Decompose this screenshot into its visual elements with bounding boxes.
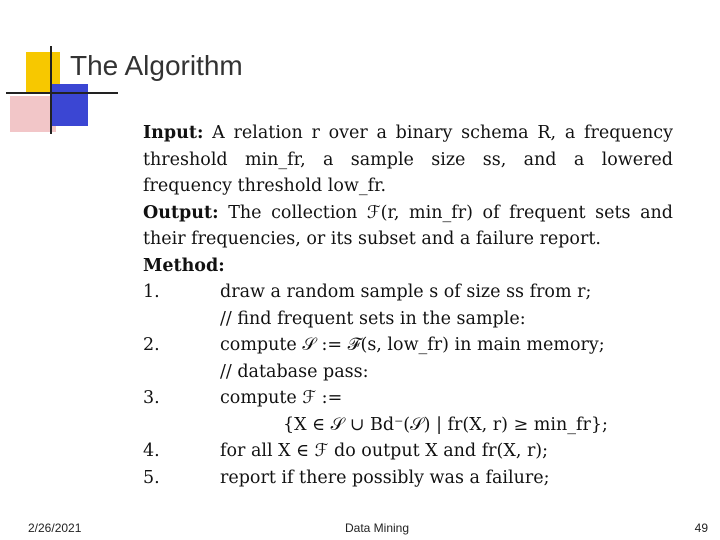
step-5 — [143, 465, 673, 492]
step-number: 5. — [143, 467, 160, 488]
step-3 — [143, 385, 673, 412]
comment-sample: // find frequent sets in the sample: — [220, 308, 526, 329]
step-4 — [143, 438, 673, 465]
footer-title: Data Mining — [345, 521, 410, 535]
step-text: compute 𝒮 := ℱ(s, low_fr) in main memory; — [220, 335, 605, 355]
input-text: A relation r over a binary schema R, a frequency threshold min_fr, a sample size ss, and a lowered frequency threshold low_fr. — [143, 123, 673, 196]
algorithm-box — [143, 120, 673, 491]
step-number: 3. — [143, 388, 160, 408]
input-paragraph — [143, 120, 673, 200]
step-number: 1. — [143, 282, 160, 302]
step-text: compute ℱ := — [220, 388, 343, 408]
decor-vertical-line — [50, 46, 52, 134]
output-paragraph — [143, 200, 673, 253]
footer-date: 2/26/2021 — [28, 521, 82, 535]
step-text: report if there possibly was a failure; — [220, 467, 550, 488]
step-3-continuation: {X ∈ 𝒮 ∪ Bd⁻(𝒮) | fr(X, r) ≥ min_fr}; — [283, 414, 608, 435]
slide-title: The Algorithm — [70, 50, 243, 81]
output-text: The collection ℱ(r, min_fr) of frequent sets and their frequencies, or its subset and a failure report. — [143, 202, 673, 249]
step-text: draw a random sample s of size ss from r; — [220, 282, 592, 302]
method-label: Method: — [143, 255, 225, 276]
step-number: 4. — [143, 441, 160, 461]
step-1 — [143, 279, 673, 306]
step-2 — [143, 332, 673, 359]
comment-database: // database pass: — [220, 361, 369, 382]
decor-horizontal-line — [6, 92, 118, 94]
decor-blue-square — [50, 84, 88, 126]
output-label: Output: — [143, 202, 219, 223]
input-label: Input: — [143, 123, 204, 143]
step-text: for all X ∈ ℱ do output X and fr(X, r); — [220, 441, 549, 461]
page-number: 49 — [694, 521, 708, 535]
step-number: 2. — [143, 335, 160, 355]
